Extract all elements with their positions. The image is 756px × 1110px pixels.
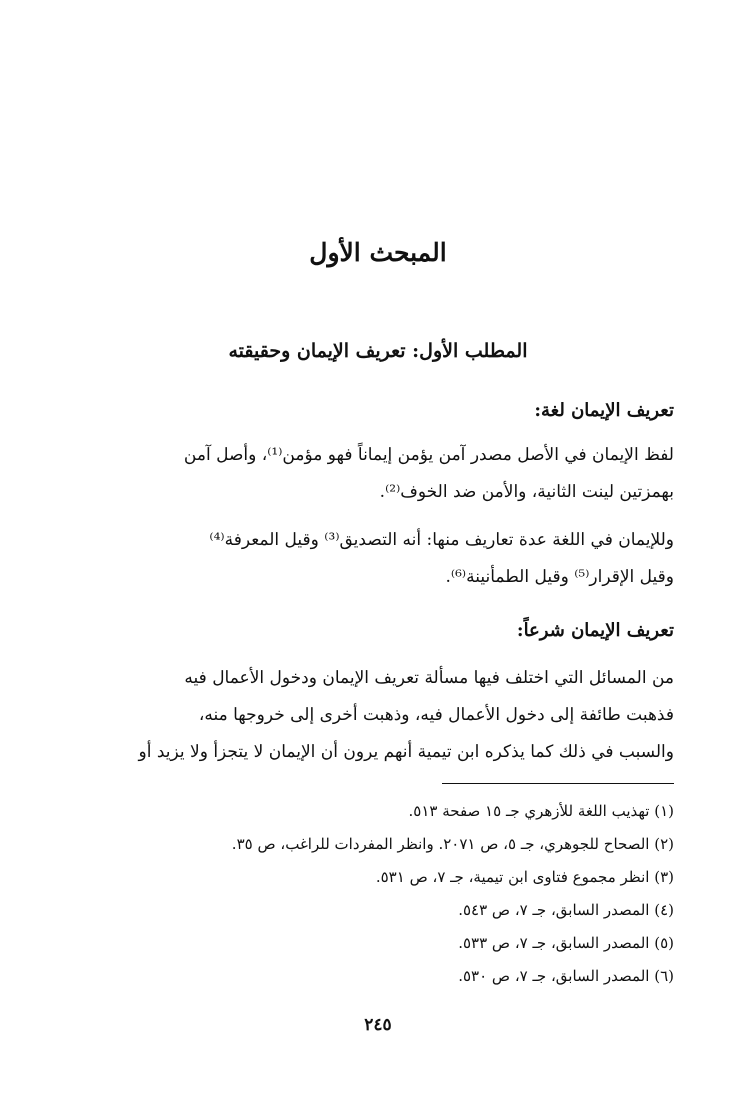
footnote-divider	[442, 783, 674, 784]
paragraph-linguistic-definitions	[74, 522, 674, 596]
paragraph-linguistic-origin	[74, 437, 674, 511]
paragraph-line: فذهبت طائفة إلى دخول الأعمال فيه، وذهبت أخرى إلى خروجها منه،	[198, 705, 674, 725]
paragraph-line: بهمزتين لينت الثانية، والأمن ضد الخوف⁽²⁾.	[379, 482, 674, 502]
footnote-5: (٥) المصدر السابق، جـ ٧، ص ٥٣٣.	[458, 934, 674, 952]
section-title: المطلب الأول: تعريف الإيمان وحقيقته	[228, 340, 528, 362]
footnote-2: (٢) الصحاح للجوهري، جـ ٥، ص ٢٠٧١. وانظر المفردات للراغب، ص ٣٥.	[231, 835, 674, 853]
footnote-4: (٤) المصدر السابق، جـ ٧، ص ٥٤٣.	[458, 901, 674, 919]
chapter-title: المبحث الأول	[309, 238, 447, 267]
footnote-3: (٣) انظر مجموع فتاوى ابن تيمية، جـ ٧، ص ٥٣١.	[375, 868, 674, 886]
paragraph-line: لفظ الإيمان في الأصل مصدر آمن يؤمن إيماناً فهو مؤمن⁽¹⁾، وأصل آمن	[183, 445, 674, 465]
page-number: ٢٤٥	[364, 1015, 392, 1035]
paragraph-legal-definition	[74, 660, 674, 771]
paragraph-line: وللإيمان في اللغة عدة تعاريف منها: أنه التصديق⁽³⁾ وقيل المعرفة⁽⁴⁾	[209, 530, 674, 550]
footnote-1: (١) تهذيب اللغة للأزهري جـ ١٥ صفحة ٥١٣.	[408, 802, 674, 820]
paragraph-line: والسبب في ذلك كما يذكره ابن تيمية أنهم يرون أن الإيمان لا يتجزأ ولا يزيد أو	[138, 742, 674, 762]
legal-definition-heading: تعريف الإيمان شرعاً:	[516, 620, 674, 641]
paragraph-line: وقيل الإقرار⁽⁵⁾ وقيل الطمأنينة⁽⁶⁾.	[445, 567, 674, 587]
linguistic-definition-heading: تعريف الإيمان لغة:	[534, 400, 674, 421]
footnotes-list	[74, 795, 674, 993]
footnote-6: (٦) المصدر السابق، جـ ٧، ص ٥٣٠.	[458, 967, 674, 985]
paragraph-line: من المسائل التي اختلف فيها مسألة تعريف الإيمان ودخول الأعمال فيه	[184, 668, 674, 688]
